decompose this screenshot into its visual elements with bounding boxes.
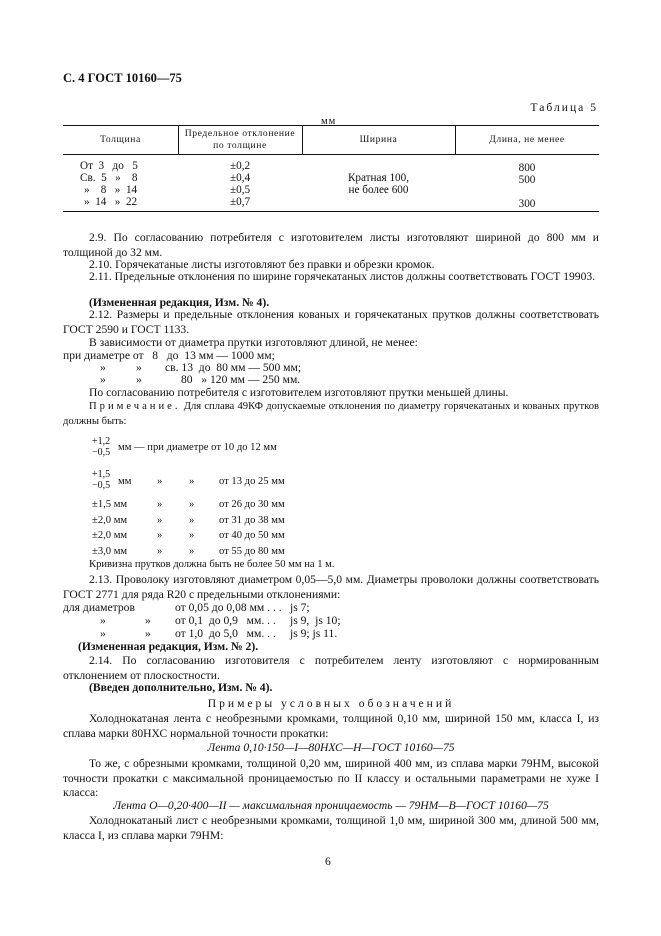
table-cell-width: не более 600 xyxy=(348,184,409,196)
page-number: 6 xyxy=(325,855,331,868)
ditto-mark: » xyxy=(189,515,195,526)
wire-tolerance: js 7; xyxy=(290,601,310,614)
table-cell-tolerance: ±0,4 xyxy=(230,172,251,184)
table-header-tolerance-line1: Предельное отклонение xyxy=(184,128,296,139)
table-header-tolerance-line2: по толщине xyxy=(213,140,267,151)
clause-2-9: 2.9. По согласованию потребителя с изготовителем листы изготовляют шириной до 800 мм и толщиной до 32 мм. xyxy=(63,231,599,259)
clause-2-11: 2.11. Предельные отклонения по ширине горячекатаных листов должны соответствовать ГОСТ 19903. xyxy=(89,270,596,283)
table-top-rule xyxy=(63,125,599,126)
example-2-text: То же, с обрезными кромками, толщиной 0,20 мм, шириной 400 мм, из сплава марки 79НМ, высокой точности прокатки с максимальной проницаемостью по II классу и остальными параметрами не хуже I класса: xyxy=(63,757,599,799)
table-header-width: Ширина xyxy=(359,134,398,145)
note-range: от 13 до 25 мм xyxy=(219,476,285,487)
table-cell-thickness: » 14 » 22 xyxy=(84,196,138,208)
amendment-note: (Измененная редакция, Изм. № 4). xyxy=(89,296,270,309)
example-3-text: Холоднокатаный лист с необрезными кромками, толщиной 1,0 мм, шириной 300 мм, длиной 500 мм, класса I, из сплава марки 79НМ: xyxy=(63,814,599,842)
note-value: ±3,0 мм xyxy=(92,546,128,557)
ditto-mark: » xyxy=(157,515,163,526)
amendment-note: (Введен дополнительно, Изм. № 4). xyxy=(89,681,273,694)
example-2-designation: Лента О—0,20·400—II — максимальная проницаемость — 79НМ—В—ГОСТ 10160—75 xyxy=(113,799,549,812)
table-cell-thickness: » 8 » 14 xyxy=(84,184,138,196)
ditto-mark: » xyxy=(145,627,151,640)
curvature-note: Кривизна прутков должна быть не более 50 мм на 1 м. xyxy=(89,559,335,570)
table-cell-thickness: От 3 до 5 xyxy=(80,160,138,172)
tolerance-upper: +1,2 xyxy=(92,436,111,447)
tolerance-lower: −0,5 xyxy=(92,447,111,458)
wire-tolerance: js 9, js 10; xyxy=(290,614,341,627)
clause-2-13: 2.13. Проволоку изготовляют диаметром 0,05—5,0 мм. Диаметры проволоки должны соответствовать ГОСТ 2771 для ряда R20 с предельными отклонениями: xyxy=(63,573,599,601)
note-unit: мм xyxy=(118,476,132,487)
note-range: от 40 до 50 мм xyxy=(219,530,285,541)
length-line: при диаметре от 8 до 13 мм — 1000 мм; xyxy=(63,349,275,362)
page-header: С. 4 ГОСТ 10160—75 xyxy=(63,71,182,85)
examples-title: Примеры условных обозначений xyxy=(207,697,455,710)
note-range: от 26 до 30 мм xyxy=(219,499,285,510)
wire-label: для диаметров xyxy=(63,601,135,614)
table-unit: мм xyxy=(321,116,337,127)
ditto-mark: » xyxy=(189,499,195,510)
length-line: св. 13 до 80 мм — 500 мм; xyxy=(165,361,302,374)
ditto-mark: » xyxy=(157,546,163,557)
table-cell-tolerance: ±0,5 xyxy=(230,184,251,196)
wire-range: от 0,1 до 0,9 мм. . . xyxy=(175,614,276,627)
table-cell-length: 300 xyxy=(518,198,536,210)
note-value: ±1,5 мм xyxy=(92,499,128,510)
length-line: 80 » 120 мм — 250 мм. xyxy=(181,373,301,386)
ditto-mark: » xyxy=(189,546,195,557)
ditto-mark: » xyxy=(136,361,142,374)
length-intro: В зависимости от диаметра прутки изготовляют длиной, не менее: xyxy=(89,336,418,349)
amendment-note: (Измененная редакция, Изм. № 2). xyxy=(78,640,259,653)
ditto-mark: » xyxy=(157,499,163,510)
tolerance-upper: +1,5 xyxy=(92,469,111,480)
clause-2-12: 2.12. Размеры и предельные отклонения кованых и горячекатаных прутков должны соответствовать ГОСТ 2590 и ГОСТ 1133. xyxy=(63,308,599,336)
table-bottom-rule xyxy=(63,211,599,212)
example-1-designation: Лента 0,10·150—I—80НХС—Н—ГОСТ 10160—75 xyxy=(207,741,455,754)
ditto-mark: » xyxy=(100,627,106,640)
ditto-mark: » xyxy=(100,614,106,627)
note-paragraph xyxy=(63,400,599,429)
note-value: ±2,0 мм xyxy=(92,530,128,541)
clause-2-14: 2.14. По согласованию изготовителя с потребителем ленту изготовляют с нормированным отклонением от плоскостности. xyxy=(63,654,599,682)
clause-2-10: 2.10. Горячекатаные листы изготовляют без правки и обрезки кромок. xyxy=(89,258,435,271)
tolerance-lower: −0,5 xyxy=(92,480,111,491)
ditto-mark: » xyxy=(189,530,195,541)
note-range: от 55 до 80 мм xyxy=(219,546,285,557)
shorter-length-note: По согласованию потребителя с изготовителем изготовляют прутки меньшей длины. xyxy=(89,386,509,399)
note-text: Для сплава 49КФ допускаемые отклонения по диаметру горячекатаных и кованых прутков должны быть: xyxy=(63,401,599,427)
ditto-mark: » xyxy=(100,361,106,374)
table-header-length: Длина, не менее xyxy=(489,134,565,145)
table-cell-thickness: Св. 5 » 8 xyxy=(80,172,138,184)
note-value: ±2,0 мм xyxy=(92,515,128,526)
note-range: от 31 до 38 мм xyxy=(219,515,285,526)
table-cell-tolerance: ±0,7 xyxy=(230,196,251,208)
ditto-mark: » xyxy=(157,476,163,487)
table-header-rule xyxy=(63,154,599,155)
table-cell-length: 500 xyxy=(518,174,536,186)
note-tolerance-line: мм — при диаметре от 10 до 12 мм xyxy=(118,442,277,453)
table-number: Таблица 5 xyxy=(530,101,598,114)
table-cell-length: 800 xyxy=(518,162,536,174)
table-cell-width: Кратная 100, xyxy=(347,172,410,184)
wire-range: от 0,05 до 0,08 мм . . . xyxy=(175,601,282,614)
wire-range: от 1,0 до 5,0 мм. . . xyxy=(175,627,276,640)
ditto-mark: » xyxy=(157,530,163,541)
ditto-mark: » xyxy=(136,373,142,386)
wire-tolerance: js 9; js 11. xyxy=(290,627,338,640)
ditto-mark: » xyxy=(145,614,151,627)
table-cell-tolerance: ±0,2 xyxy=(230,160,251,172)
example-1-text: Холоднокатаная лента с необрезными кромками, толщиной 0,10 мм, шириной 150 мм, класса I, из сплава марки 80НХС нормальной точности прокатки: xyxy=(63,712,599,740)
table-header-thickness: Толщина xyxy=(100,134,141,145)
ditto-mark: » xyxy=(189,476,195,487)
note-label: Примечание. xyxy=(89,401,181,412)
ditto-mark: » xyxy=(100,373,106,386)
